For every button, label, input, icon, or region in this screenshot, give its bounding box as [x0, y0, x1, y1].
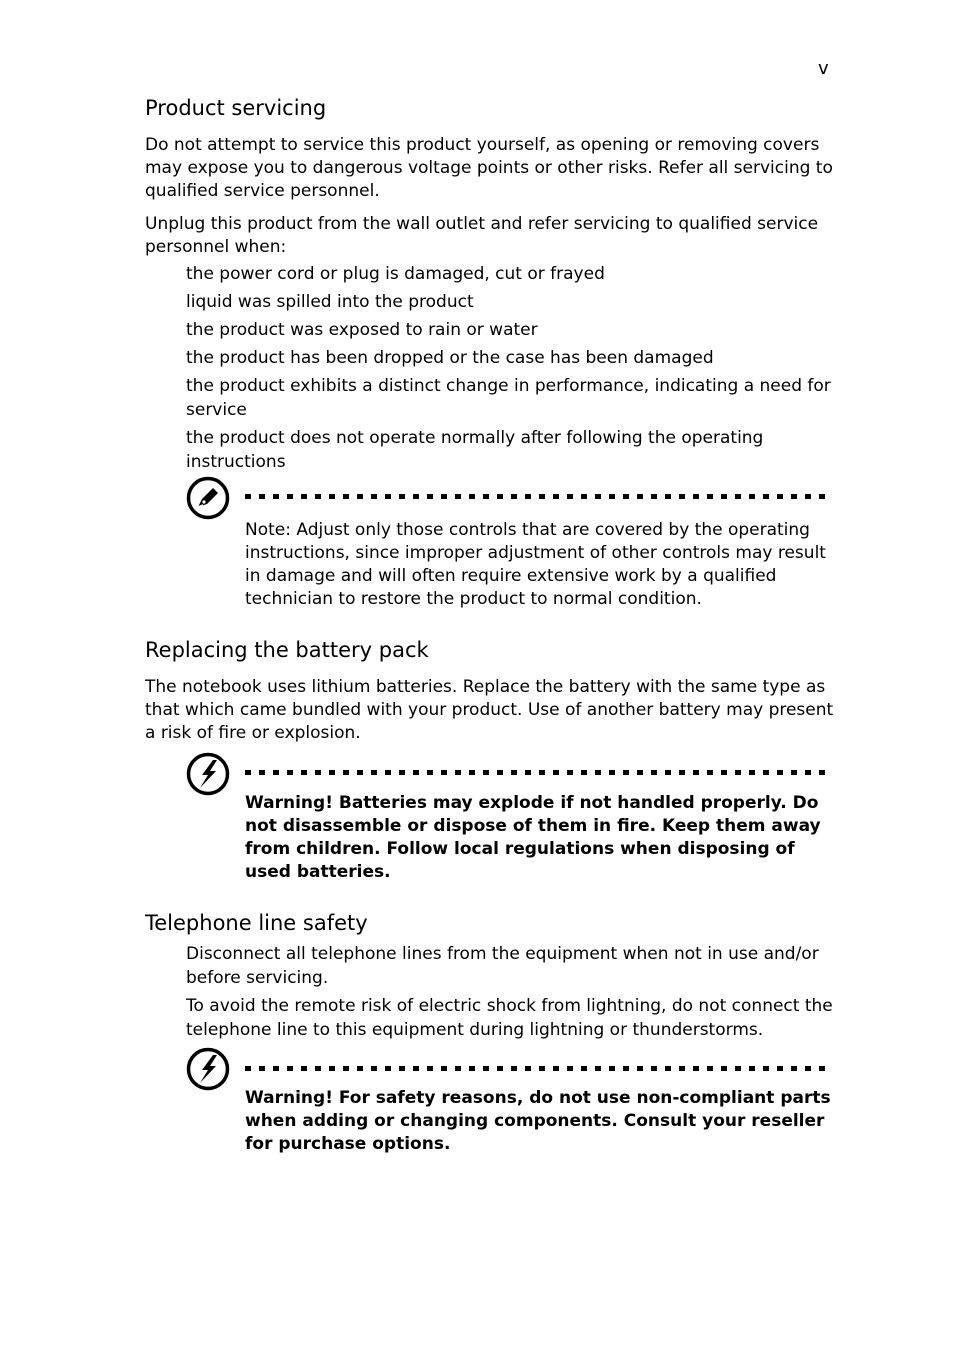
- telephone-warning: Warning! For safety reasons, do not use non-compliant parts when adding or changing components. Consult your reseller for purchase options.: [245, 1088, 831, 1154]
- battery-warning: Warning! Batteries may explode if not handled properly. Do not disassemble or dispose of them in fire. Keep them away from children. Follow local regulations when disposing of used batteries.: [245, 793, 821, 882]
- list-item: Disconnect all telephone lines from the equipment when not in use and/or before servicing.: [186, 944, 819, 988]
- list-item: the power cord or plug is damaged, cut or frayed: [186, 264, 605, 284]
- note-divider: [245, 494, 830, 499]
- warning-divider: [245, 770, 830, 775]
- servicing-paragraph-1: Do not attempt to service this product yourself, as opening or removing covers may expose you to dangerous voltage points or other risks. Refer all servicing to qualified service personnel.: [145, 135, 833, 201]
- lightning-warning-icon: [186, 752, 230, 796]
- note-label: Note:: [245, 520, 291, 540]
- servicing-paragraph-2: Unplug this product from the wall outlet and refer servicing to qualified service personnel when:: [145, 214, 819, 257]
- battery-paragraph: The notebook uses lithium batteries. Replace the battery with the same type as that which came bundled with your product. Use of another battery may present a risk of fire or explosion.: [145, 677, 834, 743]
- page-number: v: [818, 58, 829, 79]
- telephone-safety-list: [186, 942, 834, 1046]
- section-title-product-servicing: Product servicing: [145, 96, 327, 120]
- list-item: the product has been dropped or the case has been damaged: [186, 348, 714, 368]
- warning-divider: [245, 1066, 830, 1071]
- section-title-telephone-safety: Telephone line safety: [145, 911, 368, 935]
- note-pen-icon: [186, 476, 230, 520]
- list-item: To avoid the remote risk of electric shock from lightning, do not connect the telephone line to this equipment during lightning or thunderstorms.: [186, 996, 833, 1040]
- servicing-conditions-list: [186, 262, 834, 478]
- list-item: the product was exposed to rain or water: [186, 320, 538, 340]
- list-item: the product does not operate normally after following the operating instructions: [186, 428, 764, 472]
- note-callout: [245, 519, 835, 611]
- note-text: Adjust only those controls that are covered by the operating instructions, since improper adjustment of other controls may result in damage and will often require extensive work by a qualified technician to restore the product to normal condition.: [245, 520, 826, 609]
- list-item: liquid was spilled into the product: [186, 292, 474, 312]
- lightning-warning-icon: [186, 1047, 230, 1091]
- list-item: the product exhibits a distinct change in performance, indicating a need for service: [186, 376, 831, 420]
- section-title-replacing-battery: Replacing the battery pack: [145, 638, 429, 662]
